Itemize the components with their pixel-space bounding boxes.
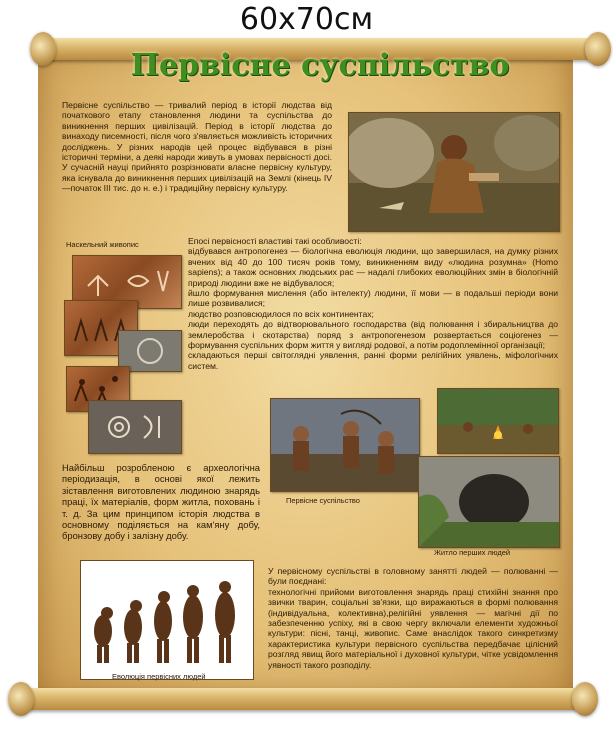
dwelling-caption: Житло перших людей [434, 548, 511, 557]
cave-dwelling-photo [418, 456, 560, 548]
evolution-image [80, 560, 254, 680]
poster-title: Первісне суспільство [130, 48, 510, 83]
primitive-society-caption: Первісне суспільство [286, 496, 360, 505]
size-label: 60x70см [239, 2, 374, 37]
campfire-photo [437, 388, 559, 454]
scroll-end-bottom-left [8, 682, 34, 716]
cave-art-photo-5 [88, 400, 182, 454]
periodization-text: Найбільш розробленою є археологічна періодизація, в основі якої лежить зіставлення виготовлених людиною знарядь праці, їх матеріалів, форм житла, поховань і т. д. За цим принципом історія людства в основному поділяється на кам'яну добу, бронзову добу і залізну добу. [62, 462, 260, 542]
scroll-end-top-left [30, 32, 56, 66]
features-text: Епосі первісності властиві такі особливості: відбувався антропогенез — біологічна еволюція людини, що завершилася, на думку різних вчених від 40 до 100 тисяч років тому, виникненням виду «людина розумна» (Homo sapiens); а також основних людських рас — надалі глибоких еволюційних змін в біологічній природі людини вже не відбувалося; йшло формування мислення (або інтелекту) людини, її мови — в подальші періоди вони лише розвивалися; людство розповсюдилося по всіх континентах; люди переходять до відтворювального господарства (від полювання і збиральництва до землеробства і скотарства) поряд з антропогенезом розвертається соціогенез — формування суспільних форм життя у вигляді родової, а потім родоплемінної організації; складаються перші світоглядні уявлення, ранні форми релігійних уявлень, міфологічних систем. [188, 236, 558, 371]
scroll-end-top-right [585, 32, 611, 66]
caveman-photo [348, 112, 560, 232]
cave-art-caption: Наскельний живопис [66, 240, 139, 249]
scroll-roll-bottom [20, 688, 585, 710]
intro-text: Первісне суспільство — тривалий період в історії людства від початкового етапу становлення людини та суспільства до виникнення перших цивілізацій. Період в історії людства до винаходу писемності, після чого з'являється можливість історичних досліджень. У різних народів цей процес відбувався в різні історичні терміни, а деякі народи живуть в умовах первісності досі. У сучасній науці прийнято розрізнювати власне первісну культуру, яка існувала до виникнення перших цивілізацій на Землі (кінець IV—початок III тис. до н. е.) і традиційну первісну культуру. [62, 100, 332, 194]
scroll-end-bottom-right [572, 682, 598, 716]
primitive-society-photo [270, 398, 420, 492]
evolution-caption: Еволюція первісних людей [112, 672, 206, 681]
occupation-text: У первісному суспільстві в головному занятті людей — полюванні — були поєднані: технологічні прийоми виготовлення знарядь праці стихійні знання про звички тварин, соціальні зв'язки, що виражаються в формі полювання (індивідуальна, колективна),релігійні уявлення — магічні дії по забезпеченню успіху, які в свою чергу включали елементи художньої культури: пісні, танці, живопис. Саме внаслідок такого синкретизму характеристика культури первісного суспільства передбачає цілісний розгляд явищ його матеріальної і духовної культури, чітке усвідомлення уявності такого розподілу. [268, 566, 558, 670]
